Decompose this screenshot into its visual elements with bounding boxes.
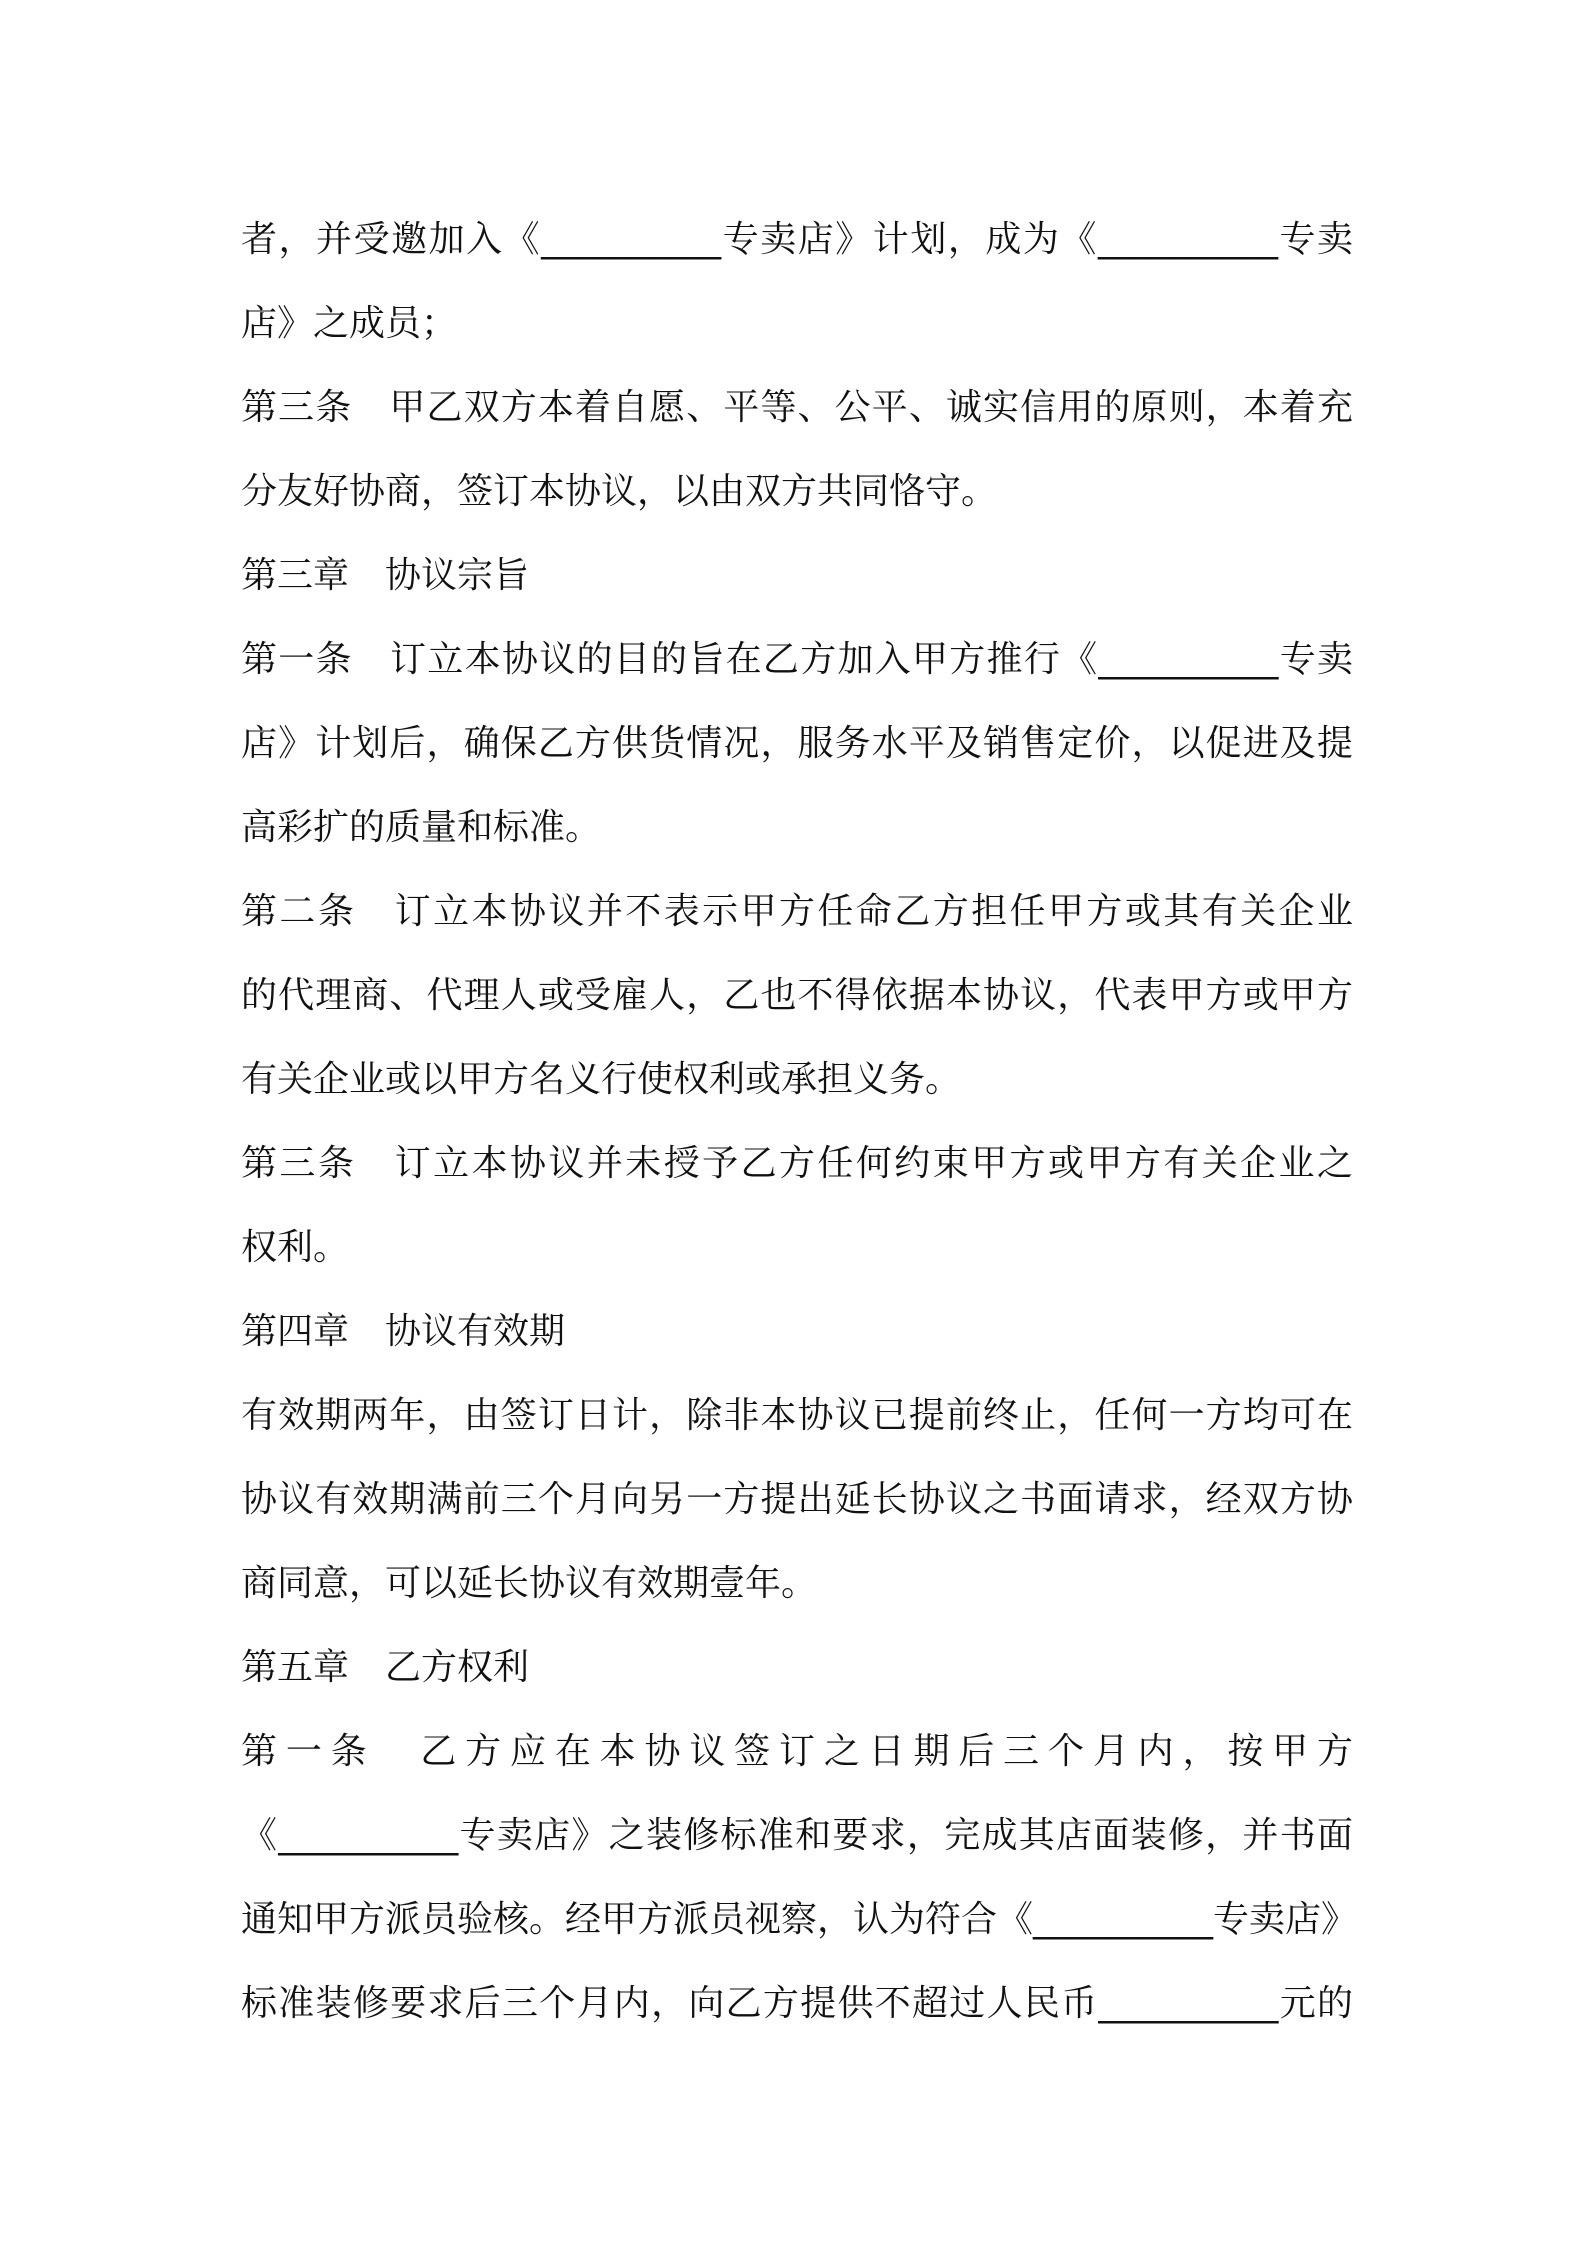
text-line: 权利。	[241, 1227, 350, 1268]
text-line: 第三章 协议宗旨	[241, 555, 530, 596]
text-line: 的代理商、代理人或受雇人，乙也不得依据本协议，代表甲方或甲方	[241, 975, 1353, 1016]
text-line: 店》之成员；	[241, 303, 458, 344]
text-line: 第二条 订立本协议并不表示甲方任命乙方担任甲方或其有关企业	[241, 891, 1353, 932]
text-line: 者，并受邀加入《__________专卖店》计划，成为《__________专卖	[241, 219, 1353, 260]
text-line: 通知甲方派员验核。经甲方派员视察，认为符合《__________专卖店》	[241, 1899, 1358, 1940]
document-body	[241, 198, 1358, 2046]
text-line: 第三条 订立本协议并未授予乙方任何约束甲方或甲方有关企业之	[241, 1143, 1353, 1184]
text-line: 高彩扩的质量和标准。	[241, 807, 602, 848]
text-line: 协议有效期满前三个月向另一方提出延长协议之书面请求，经双方协	[241, 1479, 1353, 1520]
text-line: 分友好协商，签订本协议，以由双方共同恪守。	[241, 471, 998, 512]
text-line: 有关企业或以甲方名义行使权利或承担义务。	[241, 1059, 962, 1100]
text-line: 第四章 协议有效期	[241, 1311, 566, 1352]
text-line: 《__________专卖店》之装修标准和要求，完成其店面装修，并书面	[241, 1815, 1353, 1856]
text-line: 第一条 乙方应在本协议签订之日期后三个月内，按甲方	[241, 1731, 1353, 1772]
text-line: 第五章 乙方权利	[241, 1647, 530, 1688]
text-line: 第一条 订立本协议的目的旨在乙方加入甲方推行《__________专卖	[241, 639, 1353, 680]
text-line: 标准装修要求后三个月内，向乙方提供不超过人民币__________元的	[241, 1983, 1353, 2024]
text-line: 商同意，可以延长协议有效期壹年。	[241, 1563, 818, 1604]
text-line: 第三条 甲乙双方本着自愿、平等、公平、诚实信用的原则，本着充	[241, 387, 1353, 428]
text-line: 店》计划后，确保乙方供货情况，服务水平及销售定价，以促进及提	[241, 723, 1353, 764]
text-line: 有效期两年，由签订日计，除非本协议已提前终止，任何一方均可在	[241, 1395, 1353, 1436]
